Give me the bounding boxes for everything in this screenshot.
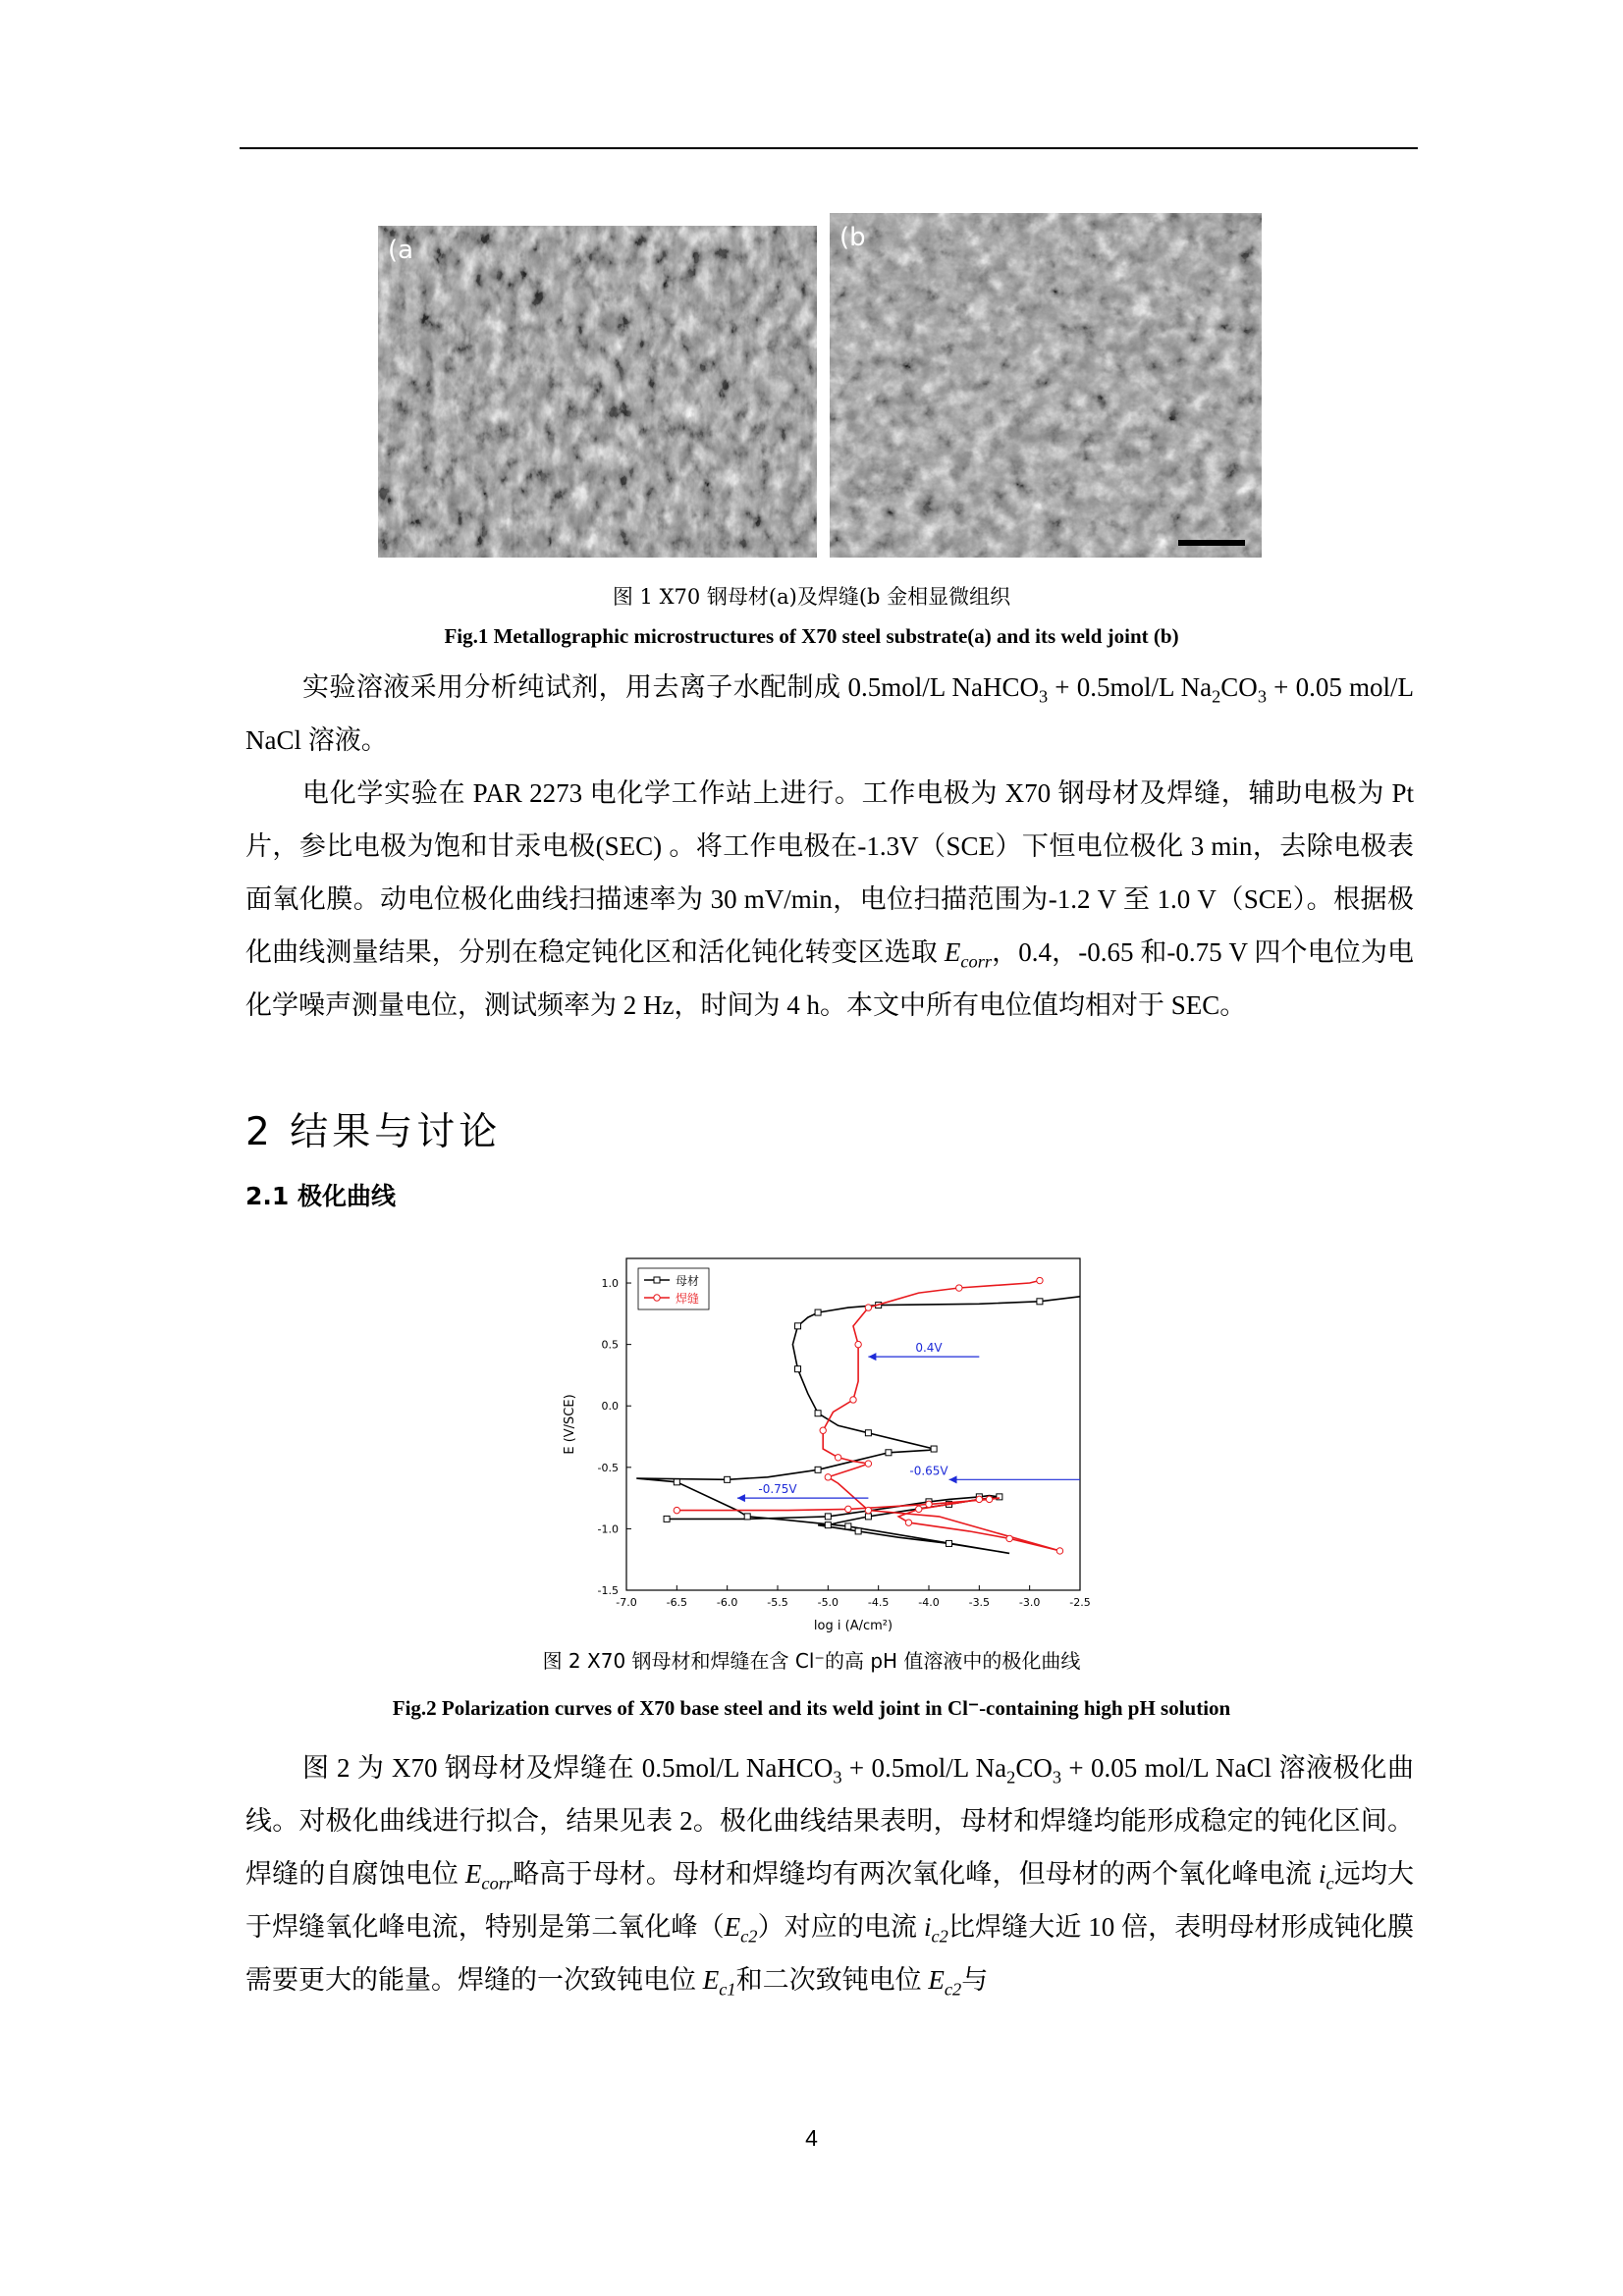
data-point-1 (815, 1467, 821, 1472)
legend-marker-1 (654, 1277, 660, 1283)
figure1-caption-en: Fig.1 Metallographic microstructures of X70 steel substrate(a) and its weld joint (b) (444, 624, 1179, 648)
panel-b-label: (b (839, 223, 866, 252)
data-point-1 (947, 1540, 952, 1546)
data-point-1 (865, 1514, 871, 1520)
y-tick-label: -0.5 (597, 1461, 619, 1474)
y-tick-label: 1.0 (601, 1277, 619, 1291)
data-point-1 (865, 1430, 871, 1436)
legend-label-1: 母材 (676, 1274, 700, 1288)
x-tick-label: -3.5 (968, 1596, 991, 1609)
paragraph-3: 图 2 为 X70 钢母材及焊缝在 0.5mol/L NaHCO$_3$ + 0.5mol/L $Na_2CO_3 + 0.05$ mol/L NaCl 溶液极化曲线。对极化曲线进行拟合，结果见表 2。极化曲线结果表明，母材和焊缝均能形成稳定的钝化区间。焊缝的自腐蚀电位 $E_{corr}$略高于母材。母材和焊缝均有两次氧化峰，但母材的两个氧化峰电流 $i_c$远均大于焊缝氧化峰电流，特别是第二氧化峰$(E_{c2})$对应的电流 $i_{c2}$比焊缝大近 10 倍，表明母材形成钝化膜需要更大的能量。焊缝的一次致钝电位 $E_{c1}$和二次致钝电位 $E_{c2}$与 (245, 1753, 1415, 2000)
header-rule (240, 147, 1418, 149)
micrograph-b-texture (830, 213, 1262, 558)
data-point-2 (956, 1285, 962, 1291)
x-tick-label: -7.0 (616, 1596, 637, 1609)
x-tick-label: -6.5 (666, 1596, 688, 1609)
data-point-1 (795, 1323, 801, 1329)
data-point-1 (674, 1479, 679, 1485)
data-point-2 (845, 1506, 851, 1512)
panel-a-label: (a (388, 236, 414, 265)
data-point-2 (674, 1507, 679, 1513)
x-tick-label: -5.0 (817, 1596, 839, 1609)
micrograph-a (378, 226, 817, 558)
data-point-1 (886, 1450, 892, 1456)
annotation-arrowhead (737, 1494, 745, 1502)
annotation-label: -0.65V (909, 1464, 948, 1478)
data-point-2 (850, 1397, 856, 1403)
y-tick-label: -1.5 (597, 1584, 619, 1597)
scale-bar (1178, 540, 1245, 546)
legend-marker-2 (654, 1295, 660, 1301)
data-point-2 (1006, 1535, 1012, 1541)
data-point-1 (931, 1446, 937, 1452)
data-point-2 (820, 1427, 826, 1433)
data-point-2 (905, 1520, 911, 1525)
figure1-caption-cn: 图 1 X70 钢母材(a)及焊缝(b 金相显微组织 (612, 585, 1011, 609)
micrograph-a-texture (378, 226, 817, 558)
page-number: 4 (805, 2125, 818, 2151)
paragraph-2: 电化学实验在 PAR 2273 电化学工作站上进行。工作电极为 X70 钢母材及焊缝，辅助电极为 Pt 片，参比电极为饱和甘汞电极(SEC) 。将工作电极在-1.3V（SCE）下恒电位极化 3 min，去除电极表面氧化膜。动电位极化曲线扫描速率为 30 mV/min，电位扫描范围为-1.2 V 至 1.0 V（SCE）。根据极化曲线测量结果，分别在稳定钝化区和活化钝化转变区选取 $E_{corr}$，0.4，-0.65 和-0.75 V 四个电位为电化学噪声测量电位，测试频率为 2 Hz，时间为 4 h。本文中所有电位值均相对于 SEC。 (245, 778, 1414, 1020)
subsection-heading: 2.1 极化曲线 (245, 1182, 396, 1210)
data-point-2 (835, 1455, 840, 1461)
y-tick-label: 0.5 (601, 1338, 619, 1352)
y-tick-label: -1.0 (597, 1522, 619, 1536)
legend-label-2: 焊缝 (676, 1292, 700, 1306)
figure2-caption-cn: 图 2 X70 钢母材和焊缝在含 Cl⁻的高 pH 值溶液中的极化曲线 (542, 1649, 1081, 1673)
annotation-arrowhead (949, 1475, 957, 1483)
y-tick-label: 0.0 (601, 1400, 619, 1414)
data-point-2 (865, 1507, 871, 1513)
data-point-1 (825, 1522, 831, 1528)
data-point-2 (865, 1461, 871, 1467)
data-point-1 (744, 1514, 750, 1520)
data-point-2 (976, 1496, 982, 1502)
data-point-1 (845, 1523, 851, 1529)
y-axis-label: E (V/SCE) (563, 1394, 577, 1455)
data-point-1 (664, 1516, 670, 1522)
annotation-label: 0.4V (915, 1341, 943, 1356)
data-point-1 (1037, 1299, 1043, 1305)
data-point-1 (795, 1366, 801, 1372)
data-point-1 (815, 1411, 821, 1416)
data-point-1 (725, 1476, 730, 1482)
annotation-label: -0.75V (758, 1482, 797, 1497)
data-point-1 (825, 1514, 831, 1520)
data-point-2 (926, 1501, 932, 1507)
x-tick-label: -3.0 (1018, 1596, 1041, 1609)
x-tick-label: -4.5 (867, 1596, 890, 1609)
x-tick-label: -5.5 (767, 1596, 788, 1609)
data-point-2 (1056, 1548, 1062, 1554)
x-tick-label: -4.0 (918, 1596, 940, 1609)
data-point-2 (865, 1305, 871, 1310)
section-heading: 2 结果与讨论 (245, 1110, 502, 1154)
figure2-caption-en: Fig.2 Polarization curves of X70 base steel and its weld joint in Cl⁻-containing high pH solution (392, 1696, 1231, 1720)
data-point-2 (986, 1496, 992, 1502)
data-point-1 (855, 1528, 861, 1534)
data-point-1 (815, 1309, 821, 1315)
x-tick-label: -2.5 (1069, 1596, 1091, 1609)
paragraph-1: 实验溶液采用分析纯试剂，用去离子水配制成 0.5mol/L NaHCO$_3$ + 0.5mol/L $Na_2CO_3 + 0.05$ mol/L NaCl 溶液。 (245, 672, 1414, 755)
series-line-1 (636, 1297, 1080, 1554)
micrograph-b (830, 213, 1262, 558)
x-axis-label: log i (A/cm²) (813, 1619, 893, 1633)
x-tick-label: -6.0 (716, 1596, 738, 1609)
annotation-arrowhead (868, 1353, 876, 1361)
data-point-2 (825, 1474, 831, 1480)
data-point-2 (1037, 1277, 1043, 1283)
data-point-2 (855, 1341, 861, 1347)
polarization-chart (550, 1233, 1100, 1645)
data-point-2 (916, 1506, 922, 1512)
